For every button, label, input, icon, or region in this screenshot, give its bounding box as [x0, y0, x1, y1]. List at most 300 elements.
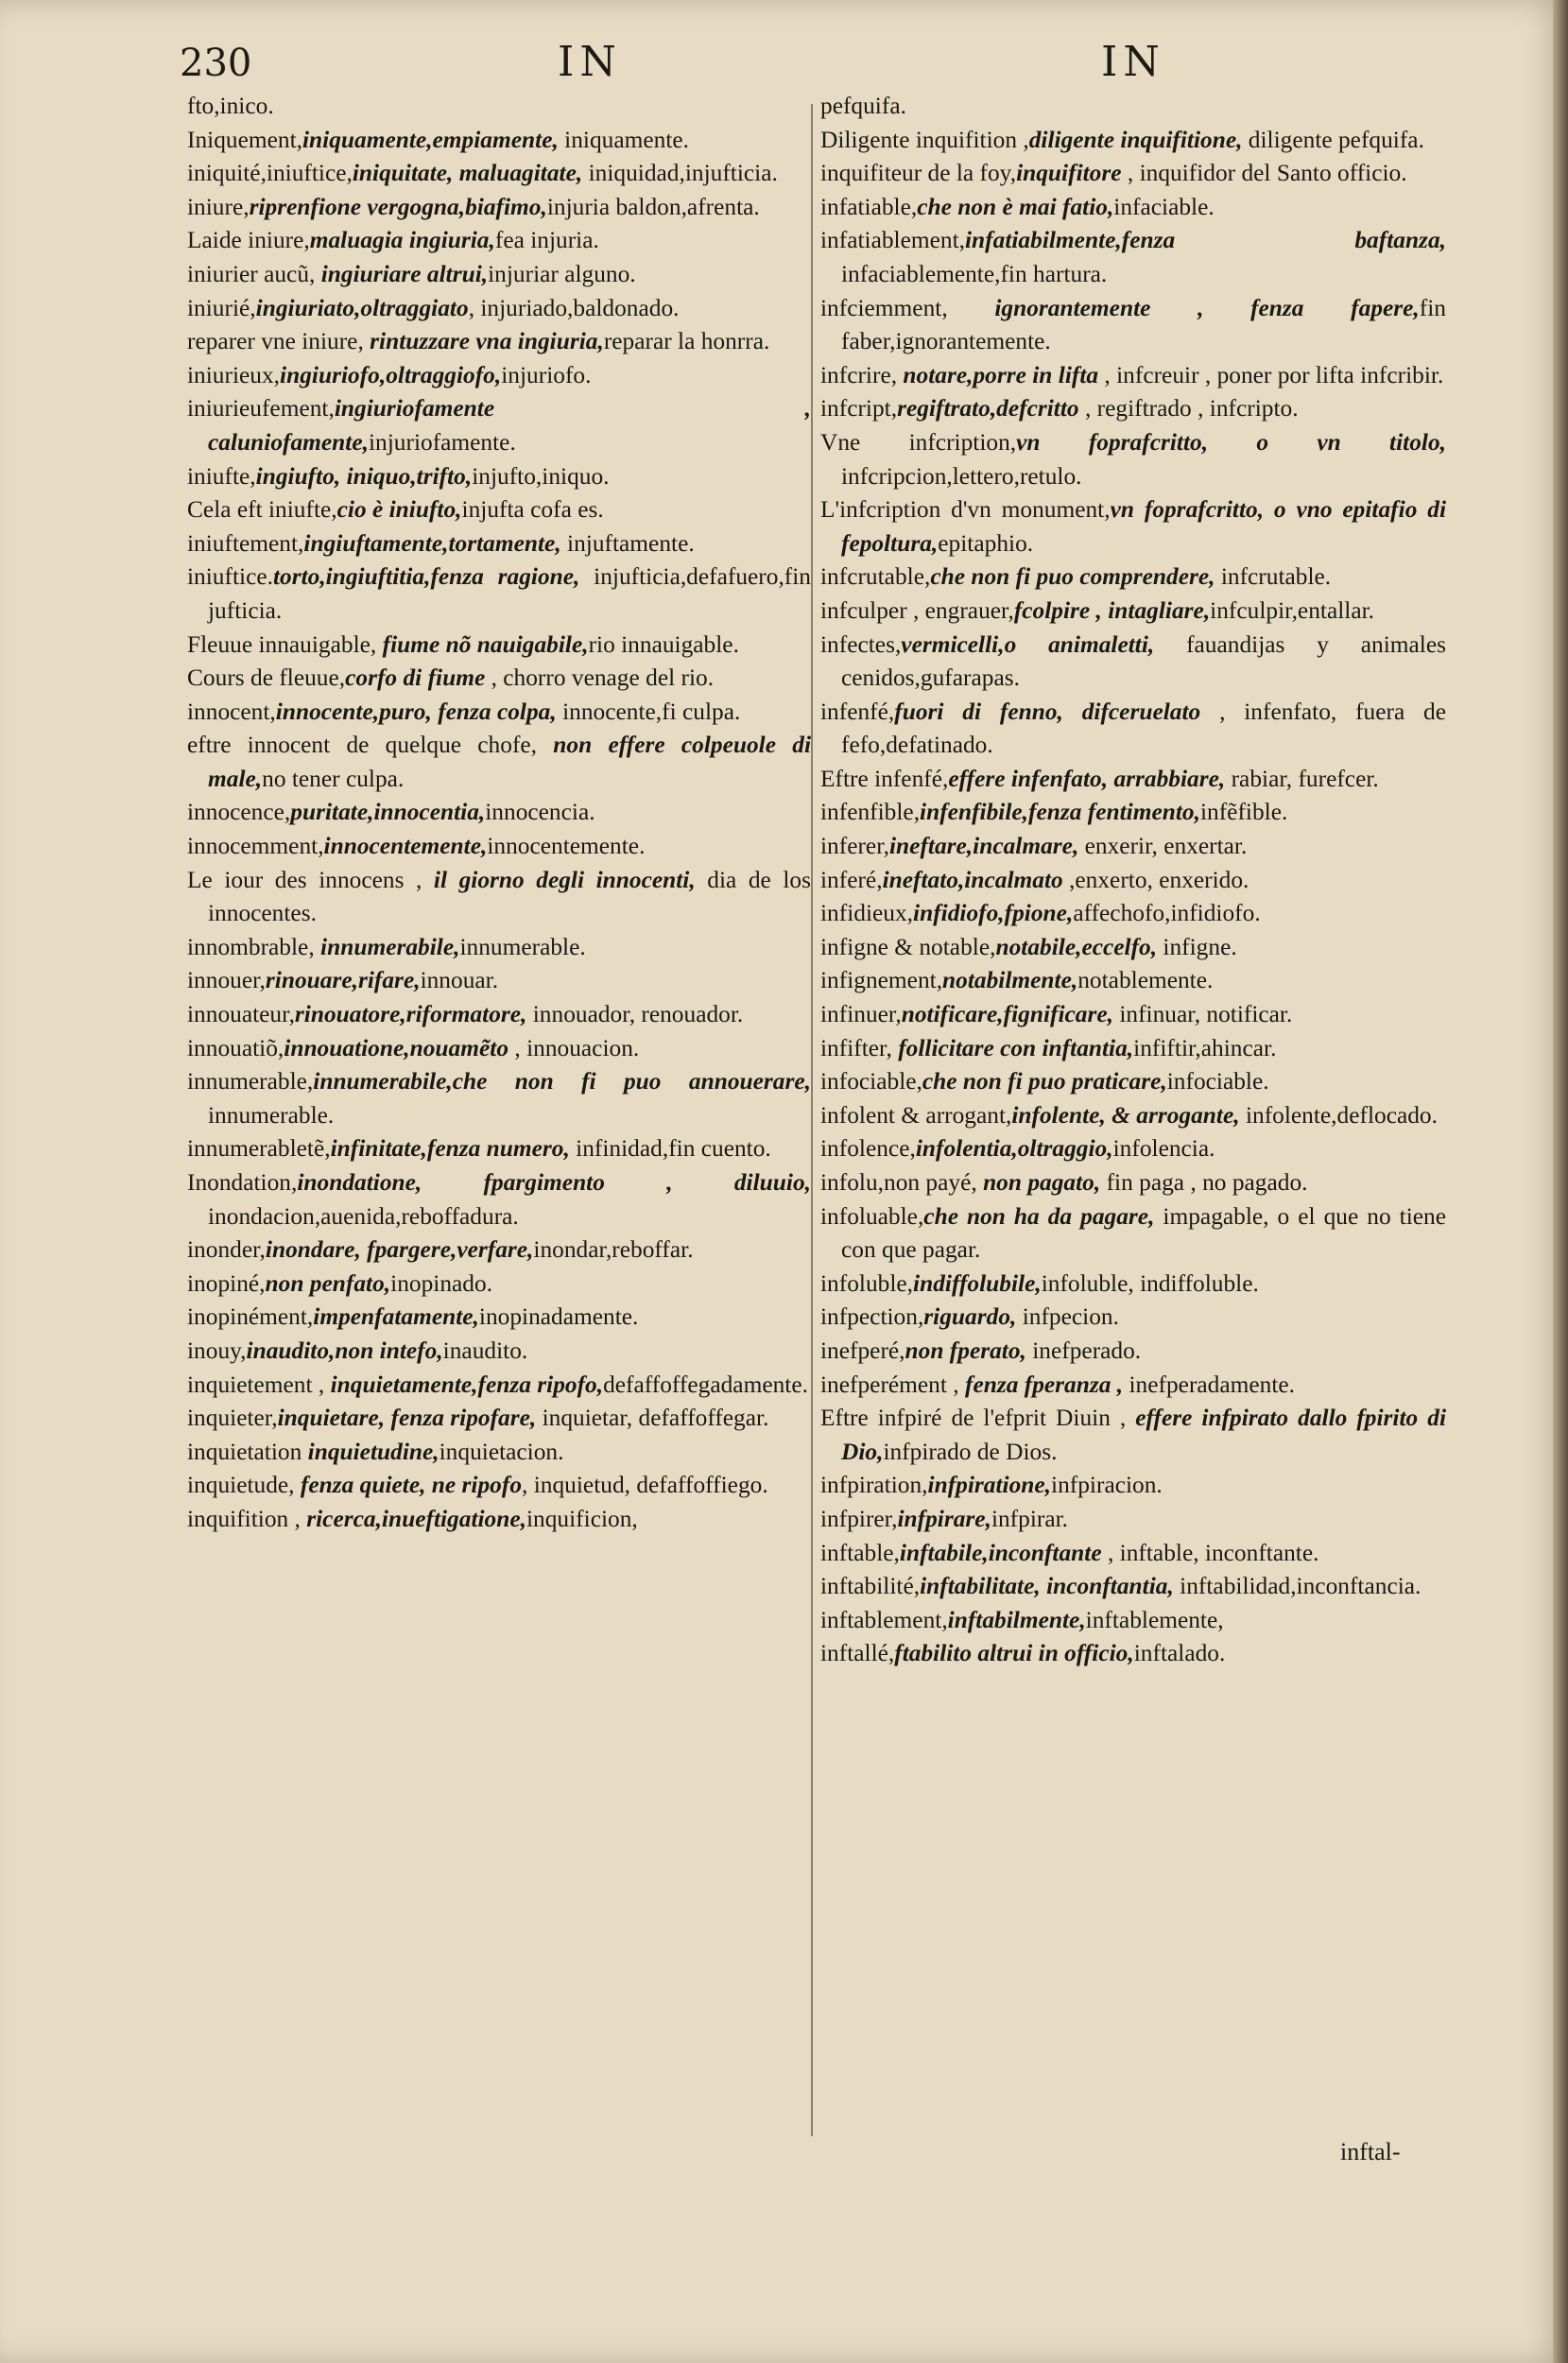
spanish-gloss: infinuar, notificar. [1112, 1001, 1293, 1028]
french-headword: iniuftement, [187, 529, 304, 557]
italian-gloss: riprenfione vergogna,biafimo, [249, 193, 547, 220]
dictionary-entry [187, 1166, 811, 1233]
dictionary-entry [187, 662, 811, 696]
italian-gloss: vn foprafcritto, o vn titolo, [1016, 428, 1446, 456]
dictionary-entry [187, 124, 811, 158]
dictionary-entry [820, 292, 1446, 359]
dictionary-entry [820, 1469, 1446, 1503]
dictionary-entry [187, 191, 811, 225]
italian-gloss: vermicelli,o animaletti, [901, 630, 1155, 658]
spanish-gloss: inaudito. [442, 1337, 528, 1364]
french-headword: innocent, [187, 698, 276, 725]
left-running-head: IN [558, 38, 622, 86]
right-running-head: IN [1101, 38, 1165, 86]
french-headword: fto,inico. [187, 93, 274, 119]
catchword: inftal- [1340, 2138, 1401, 2165]
french-headword: iniuftice. [187, 563, 273, 591]
italian-gloss: infolentia,oltraggio, [915, 1135, 1113, 1163]
dictionary-entry [187, 931, 811, 965]
dictionary-entry [187, 527, 811, 561]
dictionary-entry [820, 224, 1446, 291]
spanish-gloss: inopinadamente. [478, 1303, 639, 1331]
dictionary-entry [187, 258, 811, 292]
dictionary-entry [820, 1537, 1446, 1571]
italian-gloss: non pagato, [983, 1169, 1101, 1196]
dictionary-entry [187, 460, 811, 494]
right-column [820, 90, 1446, 1671]
french-headword: innouer, [187, 967, 266, 994]
french-headword: infifter, [820, 1034, 899, 1061]
dictionary-entry [187, 629, 811, 663]
dictionary-entry [820, 124, 1446, 158]
spanish-gloss: infolente,deflocado. [1239, 1101, 1438, 1129]
spanish-gloss: inftalado. [1133, 1640, 1226, 1667]
french-headword: Eftre infenfé, [820, 765, 949, 792]
italian-gloss: fcolpire , intagliare, [1013, 596, 1211, 624]
dictionary-entry [187, 998, 811, 1032]
french-headword: infenfible, [820, 799, 921, 826]
italian-gloss: notificare,fignificare, [901, 1001, 1113, 1028]
italian-gloss: inaudito,non intefo, [246, 1337, 443, 1364]
italian-gloss: che non ha da pagare, [923, 1202, 1155, 1230]
dictionary-entry [820, 90, 1446, 124]
italian-gloss: ftabilito altrui in officio, [894, 1640, 1134, 1667]
french-headword: inftabilité, [820, 1573, 921, 1600]
italian-gloss: infpiratione, [927, 1472, 1052, 1499]
dictionary-entry [187, 1301, 811, 1335]
page-edge-shadow [1553, 0, 1568, 2363]
french-headword: Fleuue innauigable, [187, 630, 383, 658]
italian-gloss: indiffolubile, [913, 1269, 1042, 1297]
spanish-gloss: , inquifidor del Santo officio. [1121, 160, 1407, 187]
dictionary-entry [187, 1469, 811, 1503]
french-headword: inopinément, [187, 1303, 314, 1331]
italian-gloss: effere infenfato, arrabbiare, [948, 765, 1226, 792]
dictionary-entry [187, 729, 811, 796]
column-divider [811, 104, 813, 2136]
spanish-gloss: dia de los innocentes. [208, 866, 811, 927]
spanish-gloss: , innouacion. [508, 1034, 640, 1061]
italian-gloss: regiftrato,defcritto [897, 395, 1079, 423]
french-headword: inquieter, [187, 1405, 278, 1432]
french-headword: pefquifa. [820, 93, 906, 119]
french-headword: infectes, [820, 630, 902, 658]
spanish-gloss: notablemente. [1077, 967, 1214, 994]
italian-gloss: iniquitate, maluagitate, [352, 160, 583, 187]
italian-gloss: ingiuriofo,oltraggiofo, [280, 361, 502, 388]
italian-gloss: maluagia ingiuria, [309, 227, 495, 254]
spanish-gloss: infpirar. [991, 1505, 1069, 1532]
dictionary-entry [820, 998, 1446, 1032]
spanish-gloss: injuriofo. [501, 361, 592, 388]
spanish-gloss: inondacion,auenida,reboffadura. [208, 1202, 519, 1230]
italian-gloss: inquietudine, [307, 1438, 439, 1465]
dictionary-entry [820, 931, 1446, 965]
spanish-gloss: innocentemente. [487, 833, 646, 860]
dictionary-entry [820, 1369, 1446, 1403]
dictionary-entry [820, 696, 1446, 763]
french-headword: Vne infcription, [820, 428, 1017, 456]
french-headword: infociable, [820, 1068, 922, 1095]
dictionary-entry [820, 595, 1446, 629]
dictionary-entry [820, 1503, 1446, 1537]
french-headword: infcript, [820, 395, 898, 423]
french-headword: infciemment, [820, 294, 995, 321]
dictionary-entry [187, 224, 811, 258]
spanish-gloss: inquietar, defaffoffegar. [536, 1405, 769, 1432]
spanish-gloss: innumerable. [459, 933, 586, 960]
french-headword: inefperé, [820, 1337, 905, 1364]
french-headword: Diligente inquifition , [820, 126, 1029, 153]
italian-gloss: innouatione,nouamẽto [284, 1034, 509, 1061]
spanish-gloss: reparar la honrra. [603, 328, 770, 355]
italian-gloss: il giorno degli innocenti, [433, 866, 696, 893]
dictionary-entry [187, 392, 811, 459]
spanish-gloss: innouar. [420, 967, 499, 994]
spanish-gloss: infolencia. [1112, 1135, 1215, 1163]
spanish-gloss: innocente,fi culpa. [556, 698, 741, 725]
spanish-gloss: , regiftrado , infcripto. [1078, 395, 1299, 423]
spanish-gloss: impagable, o el que no tiene con que pagar. [841, 1202, 1446, 1264]
dictionary-entry [820, 1166, 1446, 1200]
french-headword: Iniquement, [187, 126, 302, 153]
spanish-gloss: injufto,iniquo. [472, 462, 610, 490]
italian-gloss: ingiuriofamente , caluniofamente, [208, 395, 811, 456]
french-headword: inouy, [187, 1337, 247, 1364]
french-headword: infinuer, [820, 1001, 902, 1028]
dictionary-entry [820, 1301, 1446, 1335]
spanish-gloss: innocencia. [485, 799, 595, 826]
dictionary-entry [187, 1233, 811, 1268]
dictionary-entry [820, 1200, 1446, 1268]
french-headword: infcrire, [820, 361, 904, 388]
french-headword: L'infcription d'vn monument, [820, 496, 1111, 524]
spanish-gloss: iniquamente. [558, 126, 690, 153]
french-headword: inftallé, [820, 1640, 895, 1667]
italian-gloss: inondatione, fpargimento , diluuio, [297, 1169, 811, 1196]
french-headword: inefperément , [820, 1371, 965, 1398]
spanish-gloss: , chorro venage del rio. [485, 664, 715, 692]
french-headword: innumerable, [187, 1068, 314, 1095]
italian-gloss: infolente, & arrogante, [1011, 1101, 1240, 1129]
dictionary-entry [820, 359, 1446, 393]
dictionary-entry [820, 629, 1446, 696]
spanish-gloss: affechofo,infidiofo. [1073, 900, 1261, 927]
french-headword: Cours de fleuue, [187, 664, 346, 692]
french-headword: infoluble, [820, 1269, 914, 1297]
left-column [187, 90, 811, 1537]
french-headword: Le iour des innocens , [187, 866, 434, 893]
spanish-gloss: infcrutable. [1215, 563, 1332, 591]
french-headword: innombrable, [187, 933, 321, 960]
french-headword: inquifition , [187, 1505, 307, 1532]
dictionary-entry [187, 493, 811, 527]
dictionary-entry [820, 493, 1446, 561]
spanish-gloss: inquificion, [526, 1505, 638, 1532]
spanish-gloss: iniquidad,injufticia. [582, 160, 778, 187]
italian-gloss: follicitare con inftantia, [898, 1034, 1134, 1061]
italian-gloss: inondare, fpargere,verfare, [265, 1236, 534, 1264]
dictionary-entry [820, 830, 1446, 864]
italian-gloss: puritate,innocentia, [290, 799, 486, 826]
french-headword: inftablement, [820, 1606, 948, 1633]
french-headword: iniurier aucũ, [187, 260, 321, 287]
french-headword: innouateur, [187, 1001, 295, 1028]
dictionary-entry [187, 796, 811, 830]
spanish-gloss: inquietacion. [439, 1438, 564, 1465]
italian-gloss: ingiuriare altrui, [320, 260, 489, 287]
dictionary-entry [820, 796, 1446, 830]
italian-gloss: notabile,eccelfo, [995, 933, 1158, 960]
spanish-gloss: infaciable. [1113, 193, 1215, 220]
spanish-gloss: , inquietud, defaffoffiego. [522, 1472, 768, 1499]
spanish-gloss: , injuriado,baldonado. [468, 294, 680, 321]
spanish-gloss: , infenfato, fuera de fefo,defatinado. [841, 698, 1447, 759]
italian-gloss: inquietamente,fenza ripofo, [330, 1371, 604, 1398]
italian-gloss: fuori di fenno, difceruelato [894, 698, 1201, 725]
italian-gloss: non penfato, [265, 1269, 391, 1297]
dictionary-entry [820, 763, 1446, 797]
french-headword: Cela eft iniufte, [187, 496, 337, 524]
spanish-gloss: infpirado de Dios. [883, 1438, 1058, 1465]
italian-gloss: effere infpirato dallo fpirito di Dio, [841, 1405, 1446, 1465]
italian-gloss: fiume nõ nauigabile, [382, 630, 589, 658]
spanish-gloss: ,enxerto, enxerido. [1062, 866, 1249, 893]
dictionary-entry [820, 1132, 1446, 1166]
dictionary-entry [820, 1099, 1446, 1133]
dictionary-entry [187, 696, 811, 730]
dictionary-entry [187, 964, 811, 998]
spanish-gloss: innumerable. [208, 1101, 335, 1129]
dictionary-entry [820, 1032, 1446, 1066]
french-headword: infidieux, [820, 900, 914, 927]
dictionary-entry [820, 1065, 1446, 1099]
italian-gloss: innumerabile, [320, 933, 460, 960]
italian-gloss: inftabilitate, inconftantia, [920, 1573, 1174, 1600]
spanish-gloss: inftabilidad,inconftancia. [1173, 1573, 1422, 1600]
spanish-gloss: infcripcion,lettero,retulo. [841, 462, 1082, 490]
italian-gloss: ricerca,inueftigatione, [306, 1505, 526, 1532]
french-headword: infatiablement, [820, 227, 965, 254]
french-headword: infoluable, [820, 1202, 924, 1230]
french-headword: inquietement , [187, 1371, 331, 1398]
italian-gloss: inftabile,inconftante [899, 1539, 1102, 1566]
spanish-gloss: infociable. [1166, 1068, 1269, 1095]
spanish-gloss: no tener culpa. [262, 765, 405, 792]
italian-gloss: infpirare, [897, 1505, 991, 1532]
spanish-gloss: infigne. [1157, 933, 1237, 960]
italian-gloss: iniquamente,empiamente, [302, 126, 559, 153]
italian-gloss: corfo di fiume [345, 664, 486, 692]
french-headword: reparer vne iniure, [187, 328, 370, 355]
dictionary-entry [187, 1369, 811, 1403]
italian-gloss: ingiuriato,oltraggiato [255, 294, 469, 321]
dictionary-entry [187, 561, 811, 628]
running-header [0, 36, 1568, 93]
french-headword: Eftre infpiré de l'efprit Diuin , [820, 1405, 1136, 1432]
italian-gloss: inftabilmente, [947, 1606, 1086, 1633]
dictionary-entry [187, 1335, 811, 1369]
italian-gloss: non effere colpeuole di male, [208, 732, 811, 792]
italian-gloss: fenza fperanza , [964, 1371, 1124, 1398]
french-headword: Laide iniure, [187, 227, 310, 254]
french-headword: infenfé, [820, 698, 895, 725]
dictionary-entry [187, 1268, 811, 1302]
italian-gloss: ineftare,incalmare, [889, 833, 1079, 860]
spanish-gloss: epitaphio. [938, 529, 1034, 557]
italian-gloss: diligente inquifitione, [1028, 126, 1243, 153]
spanish-gloss: infinidad,fin cuento. [569, 1135, 771, 1163]
italian-gloss: ingiufto, iniquo,trifto, [255, 462, 473, 490]
spanish-gloss: fin faber,ignorantemente. [841, 294, 1447, 355]
french-headword: eftre innocent de quelque chofe, [187, 732, 554, 759]
italian-gloss: torto,ingiuftitia,fenza ragione, [272, 563, 580, 591]
spanish-gloss: inefperadamente. [1123, 1371, 1296, 1398]
dictionary-entry [187, 1436, 811, 1470]
italian-gloss: innumerabile,che non fi puo annouerare, [313, 1068, 811, 1095]
italian-gloss: che non fi puo comprendere, [930, 563, 1215, 591]
italian-gloss: inquietare, fenza ripofare, [277, 1405, 537, 1432]
french-headword: Inondation, [187, 1169, 298, 1196]
french-headword: infpirer, [820, 1505, 898, 1532]
spanish-gloss: injuriar alguno. [488, 260, 636, 287]
dictionary-entry [820, 1402, 1446, 1469]
dictionary-entry [187, 1402, 811, 1436]
italian-gloss: cio è iniufto, [336, 496, 462, 524]
italian-gloss: rintuzzare vna ingiuria, [370, 328, 604, 355]
dictionary-entry [187, 292, 811, 326]
spanish-gloss: infoluble, indiffoluble. [1041, 1269, 1259, 1297]
spanish-gloss: infẽfible. [1199, 799, 1288, 826]
french-headword: infculper , engrauer, [820, 596, 1014, 624]
italian-gloss: infatiabilmente,fenza baftanza, [965, 227, 1446, 254]
italian-gloss: ignorantemente , fenza fapere, [994, 294, 1420, 321]
spanish-gloss: infpecion. [1016, 1303, 1119, 1331]
dictionary-entry [187, 1032, 811, 1066]
french-headword: innouatiõ, [187, 1034, 284, 1061]
italian-gloss: ingiuftamente,tortamente, [303, 529, 561, 557]
dictionary-entry [820, 157, 1446, 191]
italian-gloss: fenza quiete, ne ripofo [300, 1472, 523, 1499]
spanish-gloss: fea injuria. [494, 227, 599, 254]
french-headword: inferer, [820, 833, 889, 860]
italian-gloss: innocente,puro, fenza colpa, [275, 698, 557, 725]
spanish-gloss: diligente pefquifa. [1242, 126, 1424, 153]
french-headword: inopiné, [187, 1269, 266, 1297]
spanish-gloss: injuriofamente. [368, 428, 516, 456]
italian-gloss: non fperato, [905, 1337, 1026, 1364]
italian-gloss: inquifitore [1016, 160, 1122, 187]
french-headword: inquifiteur de la foy, [820, 160, 1017, 187]
italian-gloss: notabilmente, [942, 967, 1078, 994]
french-headword: inquietation [187, 1438, 308, 1465]
french-headword: innocemment, [187, 833, 324, 860]
dictionary-entry [187, 359, 811, 393]
french-headword: inftable, [820, 1539, 900, 1566]
spanish-gloss: infpiracion. [1051, 1472, 1163, 1499]
spanish-gloss: injuria baldon,afrenta. [546, 193, 760, 220]
spanish-gloss: inondar,reboffar. [533, 1236, 694, 1264]
french-headword: iniufte, [187, 462, 256, 490]
french-headword: iniurieufement, [187, 395, 335, 423]
italian-gloss: vn foprafcritto, o vno epitafio di fepoltura, [841, 496, 1446, 557]
spanish-gloss: defaffoffegadamente. [603, 1371, 808, 1398]
french-headword: infpiration, [820, 1472, 928, 1499]
french-headword: infolent & arrogant, [820, 1101, 1012, 1129]
french-headword: infcrutable, [820, 563, 931, 591]
spanish-gloss: innouador, renouador. [526, 1001, 744, 1028]
spanish-gloss: enxerir, enxertar. [1078, 833, 1248, 860]
french-headword: iniure, [187, 193, 250, 220]
italian-gloss: riguardo, [923, 1303, 1017, 1331]
french-headword: innumerabletẽ, [187, 1135, 331, 1163]
dictionary-entry [820, 426, 1446, 493]
spanish-gloss: , inftable, inconftante. [1101, 1539, 1319, 1566]
spanish-gloss: infaciablemente,fin hartura. [841, 260, 1108, 287]
italian-gloss: infinitate,fenza numero, [330, 1135, 570, 1163]
french-headword: infignement, [820, 967, 943, 994]
dictionary-entry [187, 325, 811, 359]
french-headword: iniurié, [187, 294, 256, 321]
italian-gloss: innocentemente, [323, 833, 488, 860]
spanish-gloss: , infcreuir , poner por lifta infcribir. [1098, 361, 1444, 388]
spanish-gloss: infiftir,ahincar. [1133, 1034, 1277, 1061]
dictionary-entry [820, 1335, 1446, 1369]
dictionary-entry [820, 864, 1446, 898]
italian-gloss: rinouatore,riformatore, [294, 1001, 527, 1028]
italian-gloss: rinouare,rifare, [265, 967, 421, 994]
french-headword: inferé, [820, 866, 883, 893]
spanish-gloss: injufticia,defafuero,fin jufticia. [208, 563, 811, 624]
spanish-gloss: rio innauigable. [588, 630, 739, 658]
french-headword: infatiable, [820, 193, 918, 220]
french-headword: iniurieux, [187, 361, 281, 388]
dictionary-entry [187, 157, 811, 191]
dictionary-entry [820, 392, 1446, 426]
dictionary-entry [820, 964, 1446, 998]
spanish-gloss: fin paga , no pagado. [1100, 1169, 1308, 1196]
italian-gloss: impenfatamente, [313, 1303, 479, 1331]
spanish-gloss: infculpir,entallar. [1210, 596, 1375, 624]
dictionary-entry [187, 830, 811, 864]
french-headword: inonder, [187, 1236, 266, 1264]
french-headword: iniquité,iniuftice, [187, 160, 353, 187]
spanish-gloss: inopinado. [390, 1269, 493, 1297]
dictionary-entry [820, 897, 1446, 931]
dictionary-entry [187, 1503, 811, 1537]
italian-gloss: che non fi puo praticare, [922, 1068, 1167, 1095]
spanish-gloss: rabiar, furefcer. [1225, 765, 1379, 792]
dictionary-entry [820, 1604, 1446, 1638]
french-headword: infpection, [820, 1303, 924, 1331]
spanish-gloss: inefperado. [1025, 1337, 1142, 1364]
french-headword: infolence, [820, 1135, 916, 1163]
italian-gloss: notare,porre in lifta [903, 361, 1099, 388]
dictionary-entry [820, 191, 1446, 225]
dictionary-entry [820, 1570, 1446, 1604]
dictionary-entry [187, 90, 811, 124]
french-headword: inquietude, [187, 1472, 301, 1499]
french-headword: infolu,non payé, [820, 1169, 984, 1196]
dictionary-entry [820, 1637, 1446, 1671]
italian-gloss: infenfibile,fenza fentimento, [920, 799, 1200, 826]
dictionary-entry [820, 1268, 1446, 1302]
french-headword: infigne & notable, [820, 933, 996, 960]
spanish-gloss: injufta cofa es. [461, 496, 604, 524]
spanish-gloss: fauandijas y animales cenidos,gufarapas. [841, 630, 1447, 692]
dictionary-entry [187, 1132, 811, 1166]
french-headword: innocence, [187, 799, 291, 826]
